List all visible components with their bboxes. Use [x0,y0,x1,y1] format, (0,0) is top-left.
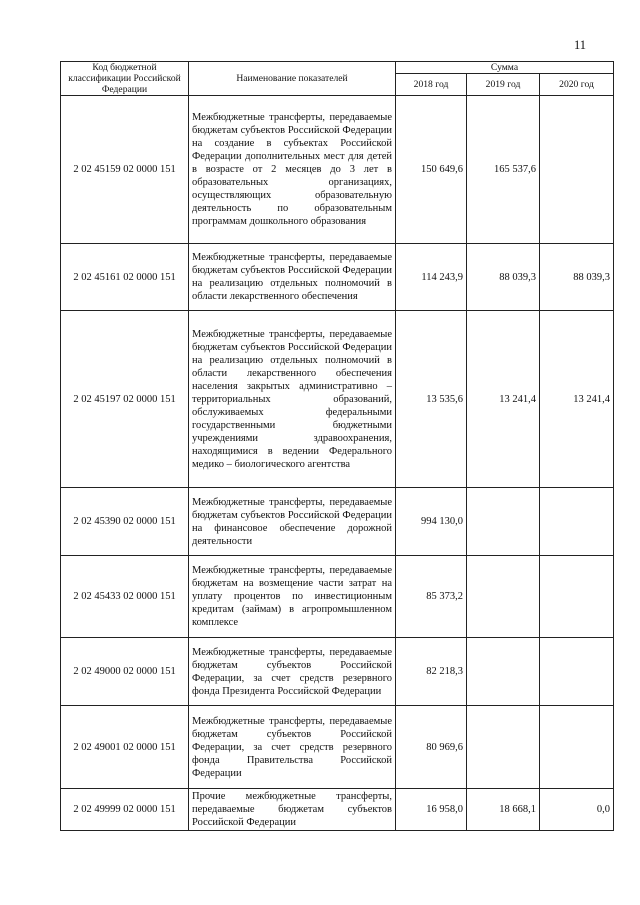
value-2020: 0,0 [540,789,614,831]
value-2020: 13 241,4 [540,311,614,488]
value-2019 [467,638,540,706]
header-sum: Сумма [396,62,614,74]
page-number: 11 [574,38,587,52]
value-2019 [467,706,540,789]
budget-code: 2 02 45159 02 0000 151 [61,96,189,244]
value-2020 [540,556,614,638]
value-2020: 88 039,3 [540,244,614,311]
table-row [61,556,614,638]
value-2018: 994 130,0 [396,488,467,556]
value-2020 [540,706,614,789]
value-2020 [540,488,614,556]
budget-code: 2 02 45197 02 0000 151 [61,311,189,488]
value-2018: 114 243,9 [396,244,467,311]
value-2019 [467,556,540,638]
header-year-2018: 2018 год [396,74,467,96]
table-row [61,311,614,488]
table-row [61,244,614,311]
value-2019: 18 668,1 [467,789,540,831]
header-year-2019: 2019 год [467,74,540,96]
value-2018: 16 958,0 [396,789,467,831]
budget-code: 2 02 49000 02 0000 151 [61,638,189,706]
indicator-name: Межбюджетные трансферты, передаваемые бюджетам субъектов Российской Федерации на реализацию отдельных полномочий в области лекарственного обеспечения [189,244,396,311]
table-row [61,789,614,831]
indicator-name: Межбюджетные трансферты, передаваемые бюджетам субъектов Российской Федерации на создание в субъектах Российской Федерации дополнительных мест для детей в возрасте от 2 месяцев до 3 лет в образовательных организациях, осуществляющих образовательную деятельность по образовательным программам дошкольного образования [189,96,396,244]
indicator-name: Межбюджетные трансферты, передаваемые бюджетам субъектов Российской Федерации на реализацию отдельных полномочий в области лекарственного обеспечения населения закрытых административно – территориальных образований, обслуживаемых федеральными государственными бюджетными учреждениями здравоохранения, находящимися в ведении Федерального медико – биологического агентства [189,311,396,488]
indicator-name: Прочие межбюджетные трансферты, передаваемые бюджетам субъектов Российской Федерации [189,789,396,831]
table-row [61,638,614,706]
header-year-2020: 2020 год [540,74,614,96]
budget-revenue-table [60,61,614,831]
budget-code: 2 02 45390 02 0000 151 [61,488,189,556]
budget-code: 2 02 49999 02 0000 151 [61,789,189,831]
budget-code: 2 02 45161 02 0000 151 [61,244,189,311]
indicator-name: Межбюджетные трансферты, передаваемые бюджетам субъектов Российской Федерации, за счет средств резервного фонда Правительства Российской Федерации [189,706,396,789]
indicator-name: Межбюджетные трансферты, передаваемые бюджетам на возмещение части затрат на уплату процентов по инвестиционным кредитам (займам) в агропромышленном комплексе [189,556,396,638]
budget-code: 2 02 45433 02 0000 151 [61,556,189,638]
table-row [61,488,614,556]
value-2018: 80 969,6 [396,706,467,789]
table-row [61,706,614,789]
table-row [61,96,614,244]
value-2020 [540,638,614,706]
value-2019: 88 039,3 [467,244,540,311]
value-2018: 13 535,6 [396,311,467,488]
value-2019: 13 241,4 [467,311,540,488]
value-2018: 150 649,6 [396,96,467,244]
value-2019: 165 537,6 [467,96,540,244]
indicator-name: Межбюджетные трансферты, передаваемые бюджетам субъектов Российской Федерации, за счет средств резервного фонда Президента Российской Федерации [189,638,396,706]
value-2020 [540,96,614,244]
budget-code: 2 02 49001 02 0000 151 [61,706,189,789]
header-name: Наименование показателей [189,62,396,96]
value-2019 [467,488,540,556]
value-2018: 85 373,2 [396,556,467,638]
header-code: Код бюджетной классификации Российской Федерации [61,62,189,96]
value-2018: 82 218,3 [396,638,467,706]
indicator-name: Межбюджетные трансферты, передаваемые бюджетам субъектов Российской Федерации на финансовое обеспечение дорожной деятельности [189,488,396,556]
